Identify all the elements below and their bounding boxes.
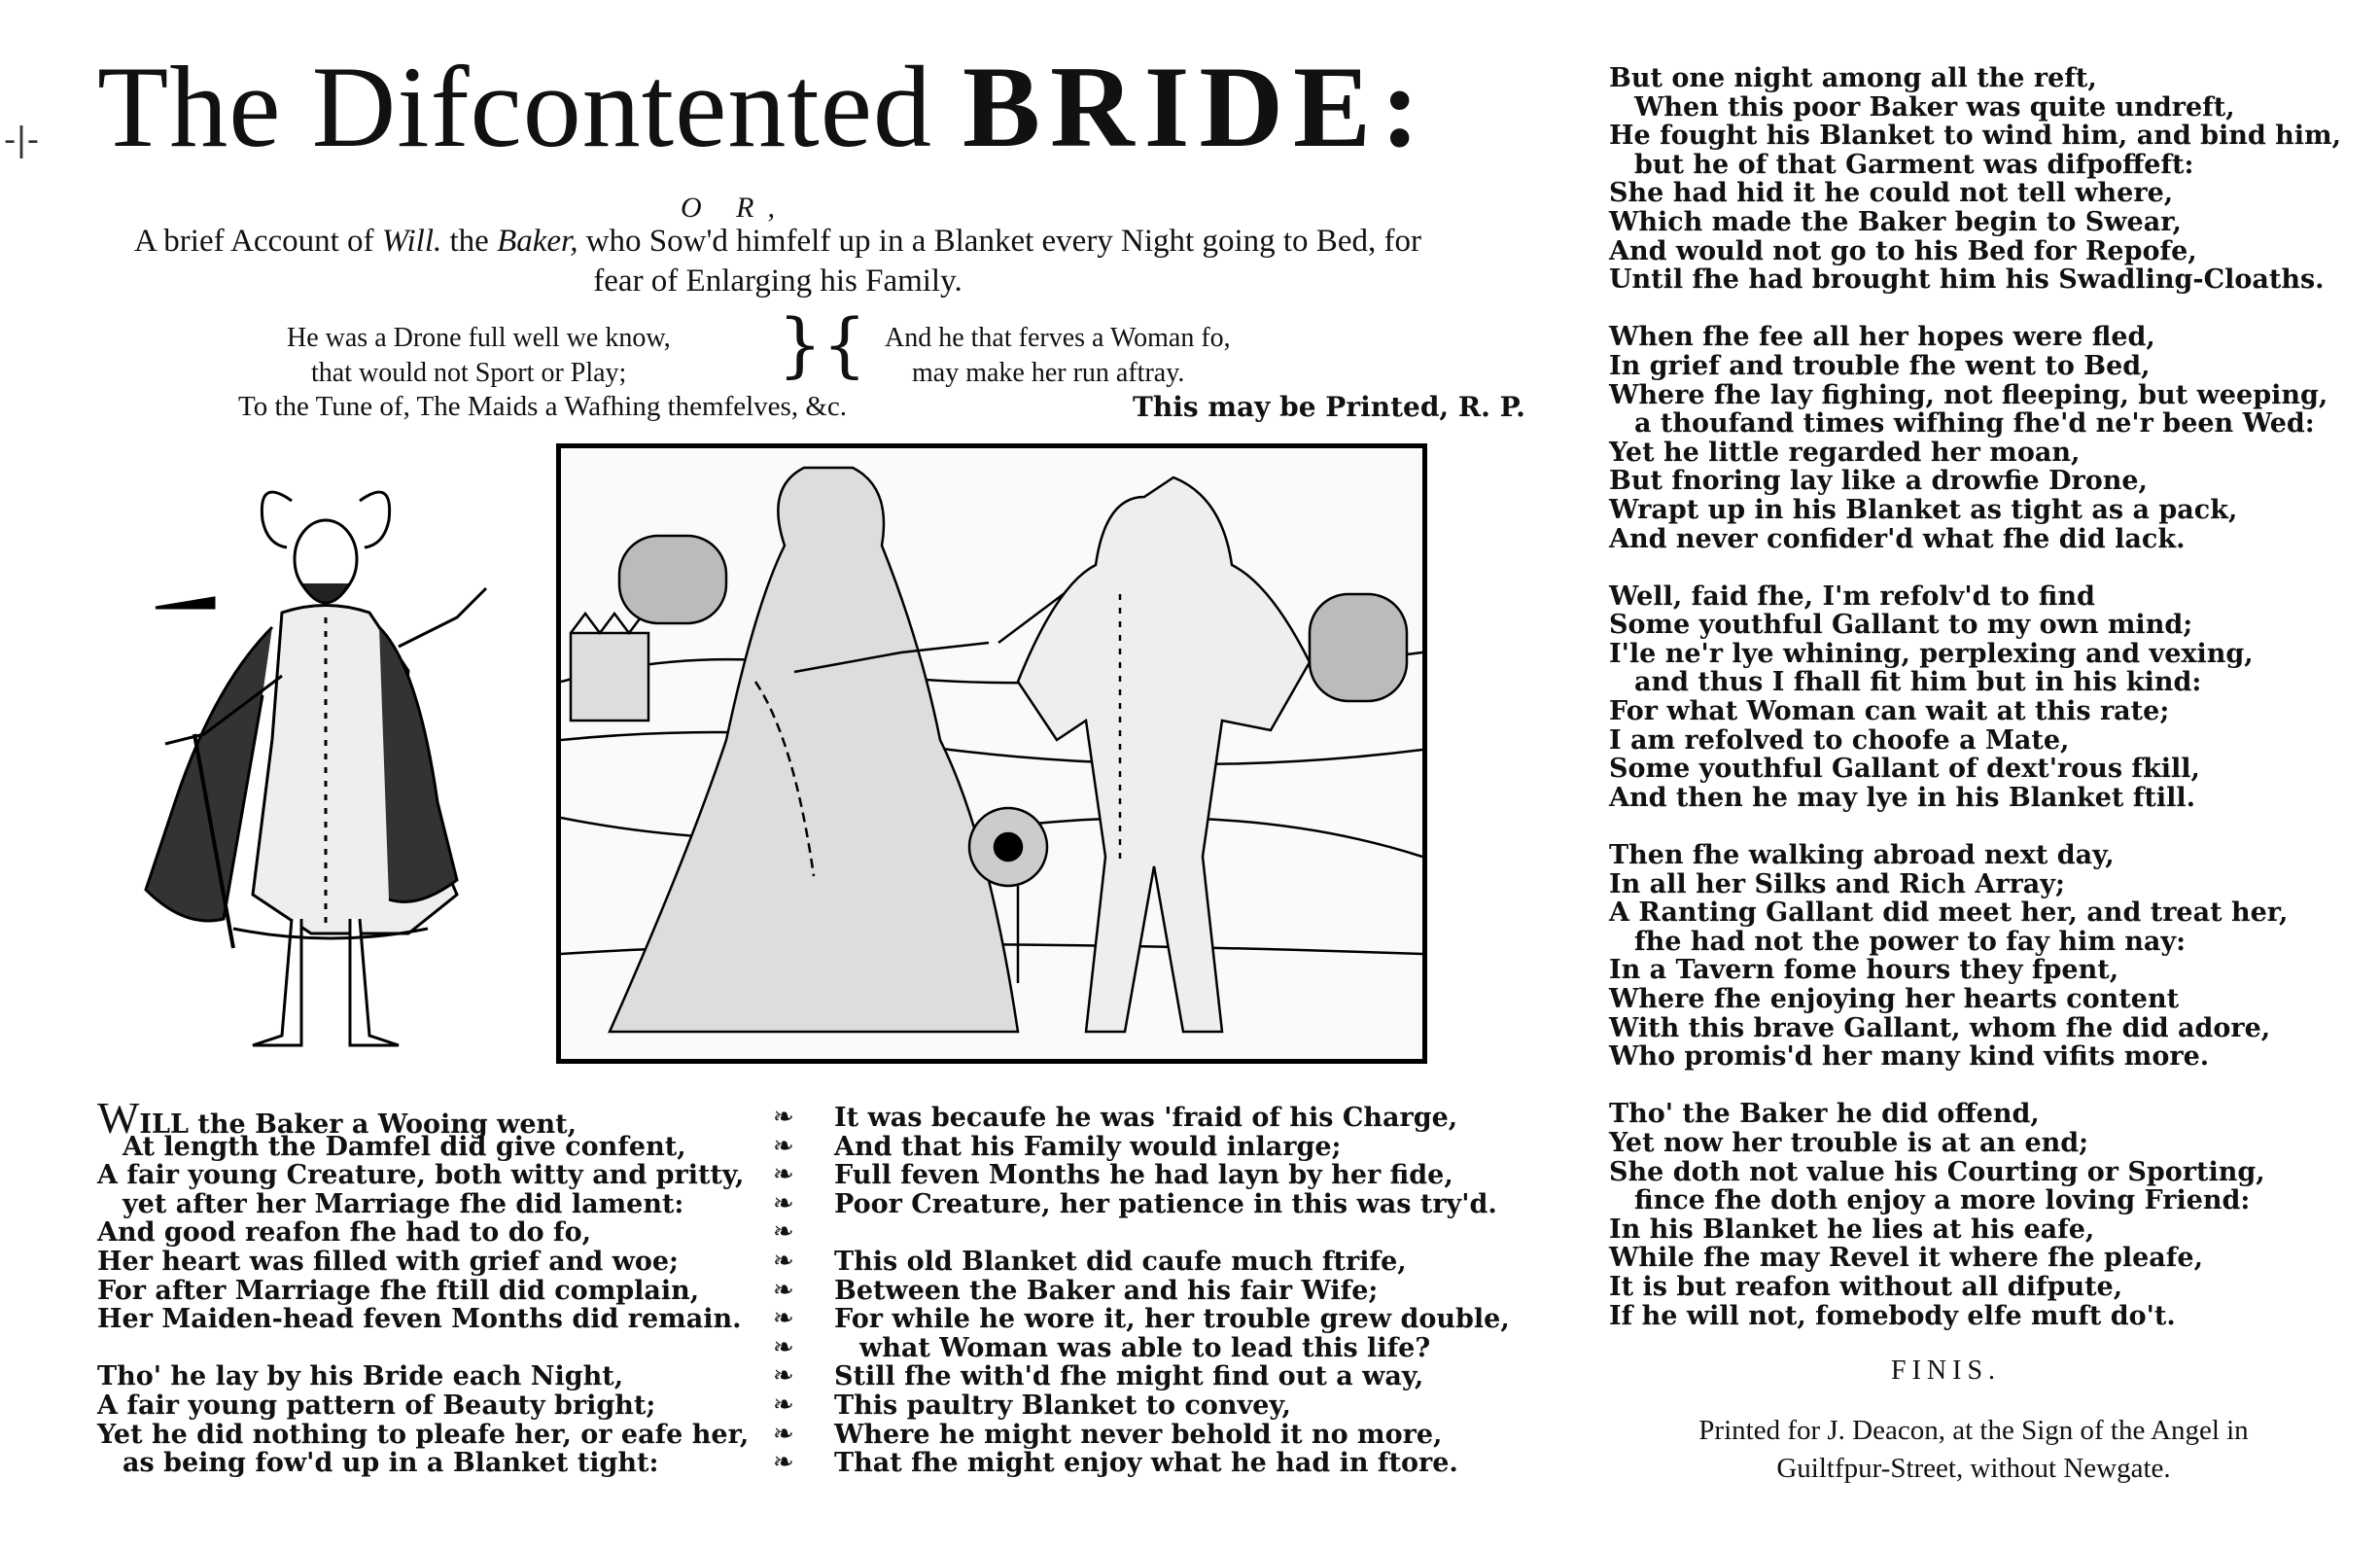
column-1-verse	[97, 1093, 750, 1479]
verse-line: I'le ne'r lye whining, perplexing and vexing,	[1609, 638, 2254, 669]
tune-line: To the Tune of, The Maids a Wafhing themfelves, &c.	[238, 391, 848, 422]
motto-brace: }{	[778, 303, 867, 385]
verse-line: what Woman was able to lead this life?	[859, 1332, 1431, 1363]
verse-line: And would not go to his Bed for Repofe,	[1609, 235, 2197, 266]
couple-illustration	[561, 448, 1422, 1059]
column-2-verse	[834, 1104, 1510, 1478]
verse-line: Until fhe had brought him his Swadling-Cloaths.	[1609, 264, 2325, 296]
title-part-1: The Difcontented	[97, 42, 962, 171]
verse-line: And never confider'd what fhe did lack.	[1609, 523, 2186, 554]
printer-imprint	[1633, 1412, 2314, 1488]
verse-line: Tho' he lay by his Bride each Night,	[97, 1361, 624, 1392]
ornament-column	[773, 1104, 794, 1478]
ornament-icon: ❧	[773, 1448, 794, 1478]
verse-line: Tho' the Baker he did offend,	[1609, 1099, 2040, 1130]
verse-line: For after Marriage fhe ftill did complain,	[97, 1275, 700, 1306]
verse-line: Then fhe walking abroad next day,	[1609, 840, 2115, 871]
ornament-icon: ❧	[773, 1217, 794, 1248]
stanza-gap	[1609, 1072, 2341, 1101]
verse-line: And then he may lye in his Blanket ftill.	[1609, 782, 2196, 813]
subtitle-text: the	[441, 224, 498, 259]
subtitle-text: who Sow'd himfelf up in a Blanket every Night going to Bed, for	[578, 224, 1421, 259]
motto-right-line: And he that ferves a Woman fo,	[885, 323, 1231, 353]
motto-right-line: may make her run aftray.	[912, 358, 1185, 389]
verse-line: But fnoring lay like a drowfie Drone,	[1609, 466, 2148, 497]
stanza-gap	[1609, 295, 2341, 324]
verse-line: Still fhe with'd fhe might find out a way,	[834, 1361, 1424, 1392]
drop-cap: W	[97, 1093, 140, 1143]
verse-line: And good reafon fhe had to do fo,	[97, 1217, 592, 1249]
verse-line: In grief and trouble fhe went to Bed,	[1609, 350, 2151, 381]
printer-line: Guiltfpur-Street, without Newgate.	[1776, 1453, 2171, 1485]
verse-line: It is but reafon without all difpute,	[1609, 1271, 2123, 1302]
stanza-gap	[97, 1334, 749, 1363]
verse-line: At length the Damfel did give confent,	[122, 1131, 686, 1162]
verse-line: I am refolved to choofe a Mate,	[1609, 724, 2070, 756]
ornament-icon: ❧	[773, 1131, 794, 1161]
subtitle-will: Will.	[381, 224, 442, 259]
ornament-icon: ❧	[773, 1246, 794, 1276]
ornament-icon: ❧	[773, 1332, 794, 1362]
verse-line: When this poor Baker was quite undreft,	[1634, 91, 2235, 123]
column-3-verse	[1609, 64, 2341, 1330]
verse-line	[97, 1093, 749, 1143]
verse-line: yet after her Marriage fhe did lament:	[122, 1188, 684, 1219]
motto-left-line: that would not Sport or Play;	[311, 358, 627, 389]
licence-line: This may be Printed, R. P.	[1133, 391, 1525, 423]
verse-line: He fought his Blanket to wind him, and bind him,	[1609, 121, 2342, 152]
verse-line: Who promis'd her many kind vifits more.	[1609, 1041, 2210, 1073]
verse-line: Her heart was filled with grief and woe;	[97, 1246, 680, 1277]
subtitle-text: A brief Account of	[134, 224, 382, 259]
motto-left-line: He was a Drone full well we know,	[287, 323, 671, 353]
verse-line: fince fhe doth enjoy a more loving Friend:	[1634, 1185, 2251, 1216]
verse-line: Between the Baker and his fair Wife;	[834, 1275, 1379, 1306]
verse-line: Full feven Months he had layn by her fide,	[834, 1160, 1453, 1191]
verse-line: And that his Family would inlarge;	[834, 1131, 1342, 1162]
verse-line: When fhe fee all her hopes were fled,	[1609, 322, 2155, 353]
broadside-title	[97, 42, 1430, 171]
verse-line: With this brave Gallant, whom fhe did adore,	[1609, 1012, 2271, 1043]
woodcut-couple-in-landscape	[556, 443, 1427, 1064]
verse-line: Where he might never behold it no more,	[834, 1419, 1443, 1450]
verse-line: It was becaufe he was 'fraid of his Charge,	[834, 1103, 1458, 1133]
verse-line: She doth not value his Courting or Sporting,	[1609, 1156, 2265, 1187]
motto-left	[287, 321, 671, 392]
verse-line: Some youthful Gallant to my own mind;	[1609, 610, 2193, 641]
ornament-icon: ❧	[773, 1304, 794, 1334]
verse-line: This old Blanket did caufe much ftrife,	[834, 1246, 1407, 1277]
ornament-icon: ❧	[773, 1275, 794, 1305]
ornament-icon: ❧	[773, 1361, 794, 1391]
subtitle	[78, 222, 1478, 302]
verse-line: In a Tavern fome hours they fpent,	[1609, 955, 2119, 986]
verse-line: In all her Silks and Rich Array;	[1609, 868, 2065, 899]
subtitle-baker: Baker,	[497, 224, 578, 259]
verse-line: This paultry Blanket to convey,	[834, 1390, 1291, 1421]
subtitle-line-2: fear of Enlarging his Family.	[593, 264, 962, 299]
stanza-gap	[1609, 553, 2341, 582]
printer-line: Printed for J. Deacon, at the Sign of the Angel in	[1698, 1415, 2249, 1446]
verse-line: but he of that Garment was difpoffeft:	[1634, 149, 2194, 180]
verse-line: That fhe might enjoy what he had in ftore.	[834, 1448, 1458, 1479]
verse-line: She had hid it he could not tell where,	[1609, 178, 2174, 209]
ornament-icon: ❧	[773, 1390, 794, 1420]
ornament-icon: ❧	[773, 1160, 794, 1190]
verse-line: Where fhe enjoying her hearts content	[1609, 984, 2180, 1014]
verse-line: Her Maiden-head feven Months did remain.	[97, 1304, 742, 1335]
ornament-icon: ❧	[773, 1188, 794, 1218]
or-line: O R,	[681, 192, 788, 224]
verse-line: A fair young pattern of Beauty bright;	[97, 1390, 656, 1421]
woodcut-horned-man	[136, 481, 544, 1070]
verse-line: and thus I fhall fit him but in his kind:	[1634, 667, 2202, 698]
verse-line: Wrapt up in his Blanket as tight as a pack,	[1609, 494, 2238, 525]
verse-line: For while he wore it, her trouble grew double,	[834, 1304, 1510, 1335]
verse-line: Where fhe lay fighing, not fleeping, but weeping,	[1609, 379, 2328, 410]
ornament-icon: ❧	[773, 1419, 794, 1449]
ornament-icon: ❧	[773, 1103, 794, 1132]
stanza-gap	[834, 1218, 1510, 1248]
verse-line: If he will not, fomebody elfe muft do't.	[1609, 1300, 2176, 1331]
verse-line: Poor Creature, her patience in this was try'd.	[834, 1188, 1497, 1219]
title-part-2: BRIDE:	[962, 42, 1430, 171]
verse-line: as being fow'd up in a Blanket tight:	[122, 1448, 659, 1479]
verse-line: Some youthful Gallant of dext'rous fkill,	[1609, 754, 2200, 785]
verse-line: In his Blanket he lies at his eafe,	[1609, 1214, 2095, 1245]
finis: FINIS.	[1891, 1355, 2002, 1386]
verse-line: A Ranting Gallant did meet her, and treat her,	[1609, 898, 2289, 929]
verse-line: While fhe may Revel it where fhe pleafe,	[1609, 1243, 2203, 1274]
verse-line: For what Woman can wait at this rate;	[1609, 696, 2170, 727]
motto-right	[885, 321, 1231, 392]
verse-line: Yet he did nothing to pleafe her, or eafe her,	[97, 1419, 750, 1450]
verse-line: Yet he little regarded her moan,	[1609, 437, 2081, 468]
verse-line: a thoufand times wifhing fhe'd ne'r been Wed:	[1634, 408, 2315, 440]
verse-line: But one night among all the reft,	[1609, 63, 2097, 93]
verse-line: Well, faid fhe, I'm refolv'd to find	[1609, 581, 2095, 612]
stanza-gap	[1609, 812, 2341, 841]
subtitle-line-1	[78, 222, 1478, 262]
verse-line: Yet now her trouble is at an end;	[1609, 1127, 2089, 1158]
horned-man-illustration	[136, 481, 544, 1070]
verse-text: ILL the Baker a Wooing went,	[139, 1109, 578, 1140]
verse-line: Which made the Baker begin to Swear,	[1609, 206, 2182, 237]
verse-line: fhe had not the power to fay him nay:	[1634, 926, 2187, 957]
verse-line: A fair young Creature, both witty and pritty,	[97, 1160, 745, 1191]
margin-mark: -|-	[4, 121, 39, 159]
